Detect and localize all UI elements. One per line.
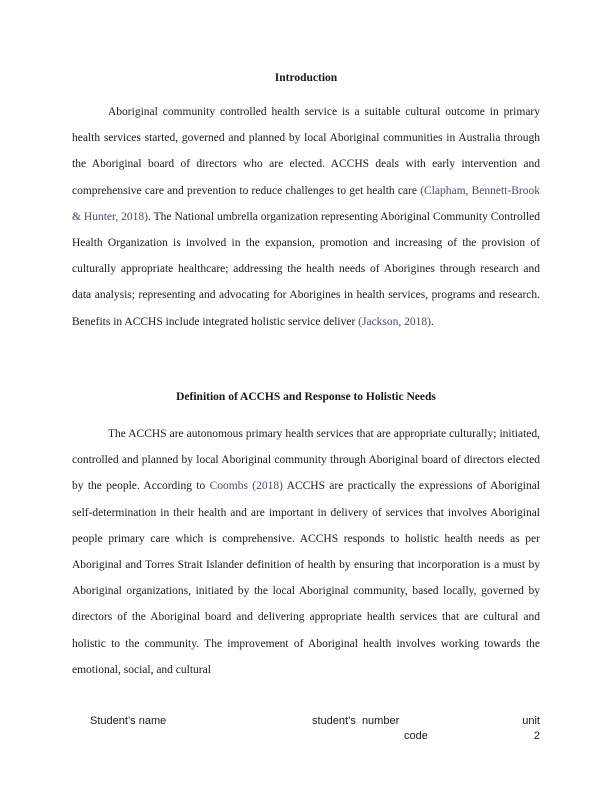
footer-student-name: Student’s name [90, 715, 167, 727]
introduction-heading: Introduction [274, 72, 338, 84]
footer-page-number: 2 [533, 730, 540, 742]
definition-text-b: ACCHS are practically the expressions of Aboriginal self-determination in their health and are important in delivery of services that involves Aboriginal people primary care which is comprehensive. ACCHS responds to holistic health needs as per Aboriginal and Torres Strait Islander definition of health by ensuring that incorporation is a must by Aboriginal organizations, initiated by the local Aboriginal community, based locally, governed by directors of the Aboriginal board and delivering appropriate health services that are cultural and holistic to the community. The improvement of Aboriginal health involves working towards the emotional, social, and cultural [72, 480, 541, 676]
citation-jackson: (Jackson, 2018) [358, 315, 431, 328]
citation-coombs: Coombs (2018) [209, 480, 283, 493]
page-footer [90, 714, 540, 754]
definition-paragraph [72, 421, 540, 683]
footer-student-number: student’s number [312, 715, 400, 727]
introduction-paragraph [72, 99, 540, 335]
citation-clapham: (Clapham, Bennett-Brook & Hunter, 2018) [72, 184, 540, 223]
intro-text-c: . [431, 315, 434, 328]
definition-heading: Definition of ACCHS and Response to Holistic Needs [176, 391, 436, 403]
intro-text-a: Aboriginal community controlled health service is a suitable cultural outcome in primary health services started, governed and planned by local Aboriginal communities in Australia through the Aboriginal board of directors who are elected. ACCHS deals with early intervention and comprehensive care and prevention to reduce challenges to get health care [72, 106, 540, 197]
definition-text-a: The ACCHS are autonomous primary health services that are appropriate culturally; initiated, controlled and planned by local Aboriginal community through Aboriginal board of directors elected by the people. According to [72, 428, 540, 493]
footer-unit: unit [522, 715, 540, 727]
intro-text-b: . The National umbrella organization representing Aboriginal Community Controlled Health Organization is involved in the expansion, promotion and increasing of the provision of culturally appropriate healthcare; addressing the health needs of Aborigines through research and data analysis; representing and advocating for Aborigines in health services, programs and research. Benefits in ACCHS include integrated holistic service deliver [72, 210, 540, 328]
footer-code: code [404, 730, 428, 742]
